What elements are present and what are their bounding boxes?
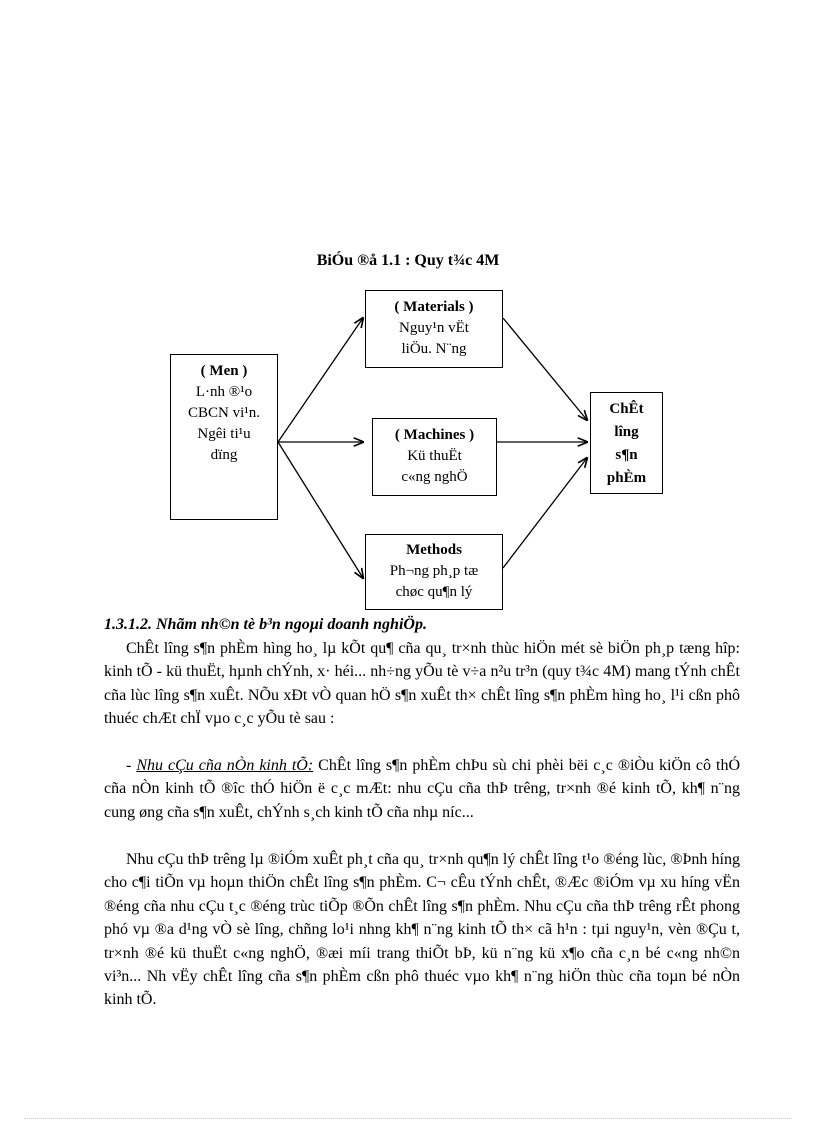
- methods-line: Ph¬ng ph¸p tæ: [389, 563, 479, 579]
- result-line: lîng: [614, 424, 639, 440]
- materials-line: liÖu. N¨ng: [401, 341, 467, 357]
- paragraph: [104, 754, 740, 824]
- page-bottom-rule: [24, 1118, 792, 1119]
- paragraph: ChÊt lîng s¶n phÈm hìng ho¸ lµ kÕt qu¶ cña qu¸ tr×nh thùc hiÖn mét sè biÖn ph¸p tæng hîp: kinh tÕ - kü thuËt, hµnh chÝnh, x· héi... nh÷ng yÕu tè v÷a n²u tr³n (quy t¾c 4M) mang tÝnh chÊt cña lùc lîng s¶n xuÊt. NÕu xÐt vÒ quan hÖ s¶n xuÊt th× chÊt lîng s¶n phÈm hìng ho¸ l¹i cßn phô thuéc chÆt chÏ vµo c¸c yÕu tè sau :: [104, 640, 740, 728]
- men-box: [170, 354, 278, 520]
- methods-label: Methods: [406, 542, 462, 558]
- methods-box: [365, 534, 503, 610]
- diagram-title: BiÓu ®å 1.1 : Quy t¾c 4M: [316, 252, 500, 269]
- men-line: dïng: [210, 447, 238, 463]
- machines-line: c«ng nghÖ: [401, 469, 468, 485]
- paragraph-text: ChÊt lîng s¶n phÈm chÞu sù chi phèi bëi c¸c ®iÒu kiÖn cô thÓ cña nÒn kinh tÕ ®îc thÓ hiÖn ë c¸c mÆt: nhu cÇu cña thÞ trêng, tr×nh ®é kinh tÕ, kh¶ n¨ng cung øng cña s¶n xuÊt, chÝnh s¸ch kinh tÕ cña nhµ níc...: [104, 757, 741, 821]
- paragraph: Nhu cÇu thÞ trêng lµ ®iÓm xuÊt ph¸t cña qu¸ tr×nh qu¶n lý chÊt lîng t¹o ®éng lùc, ®Þnh híng cho c¶i tiÕn vµ hoµn thiÖn chÊt lîng s¶n phÈm. C¬ cÊu tÝnh chÊt, ®Æc ®iÓm vµ xu híng vËn ®éng cña nhu cÇu t¸c ®éng trùc tiÕp ®Õn chÊt lîng s¶n phÈm. Nhu cÇu cña thÞ trêng rÊt phong phó vµ ®a d¹ng vÒ sè lîng, chñng lo¹i nhng kh¶ n¨ng kinh tÕ th× cã h¹n : tµi nguy¹n, vèn ®Çu t, tr×nh ®é kü thuËt c«ng nghÖ, ®æi míi trang thiÕt bÞ, kü n¨ng kü x¶o cña c¸n bé c«ng nh©n vi³n... Nh vËy chÊt lîng cña s¶n phÈm cßn phô thuéc vµo kh¶ n¨ng hiÖn thùc cña toµn bé nÒn kinh tÕ.: [104, 851, 740, 1009]
- arrow-methods-result: [503, 458, 587, 568]
- materials-line: Nguy¹n vËt: [399, 320, 469, 336]
- men-line: L·nh ®¹o: [195, 384, 253, 400]
- machines-label: ( Machines ): [394, 427, 475, 443]
- methods-line: chøc qu¶n lý: [395, 584, 473, 600]
- result-line: phÈm: [606, 470, 647, 486]
- machines-line: Kü thuËt: [407, 448, 462, 464]
- materials-label: ( Materials ): [394, 299, 474, 315]
- result-line: s¶n: [615, 447, 638, 463]
- men-line: Ngêi ti¹u: [197, 426, 251, 442]
- section-heading: 1.3.1.2. Nhãm nh©n tè b³n ngoµi doanh nghiÖp.: [104, 616, 427, 633]
- men-label: ( Men ): [200, 363, 248, 379]
- inline-term: Nhu cÇu cña nÒn kinh tÕ:: [136, 757, 314, 774]
- materials-box: [365, 290, 503, 368]
- arrow-men-materials: [278, 318, 363, 442]
- result-line: ChÊt: [609, 401, 644, 417]
- result-box: [590, 392, 663, 494]
- machines-box: [372, 418, 497, 496]
- men-line: CBCN vi¹n.: [187, 405, 260, 421]
- paragraph-prefix: -: [126, 757, 137, 774]
- arrow-materials-result: [503, 318, 587, 420]
- arrow-men-methods: [278, 442, 363, 578]
